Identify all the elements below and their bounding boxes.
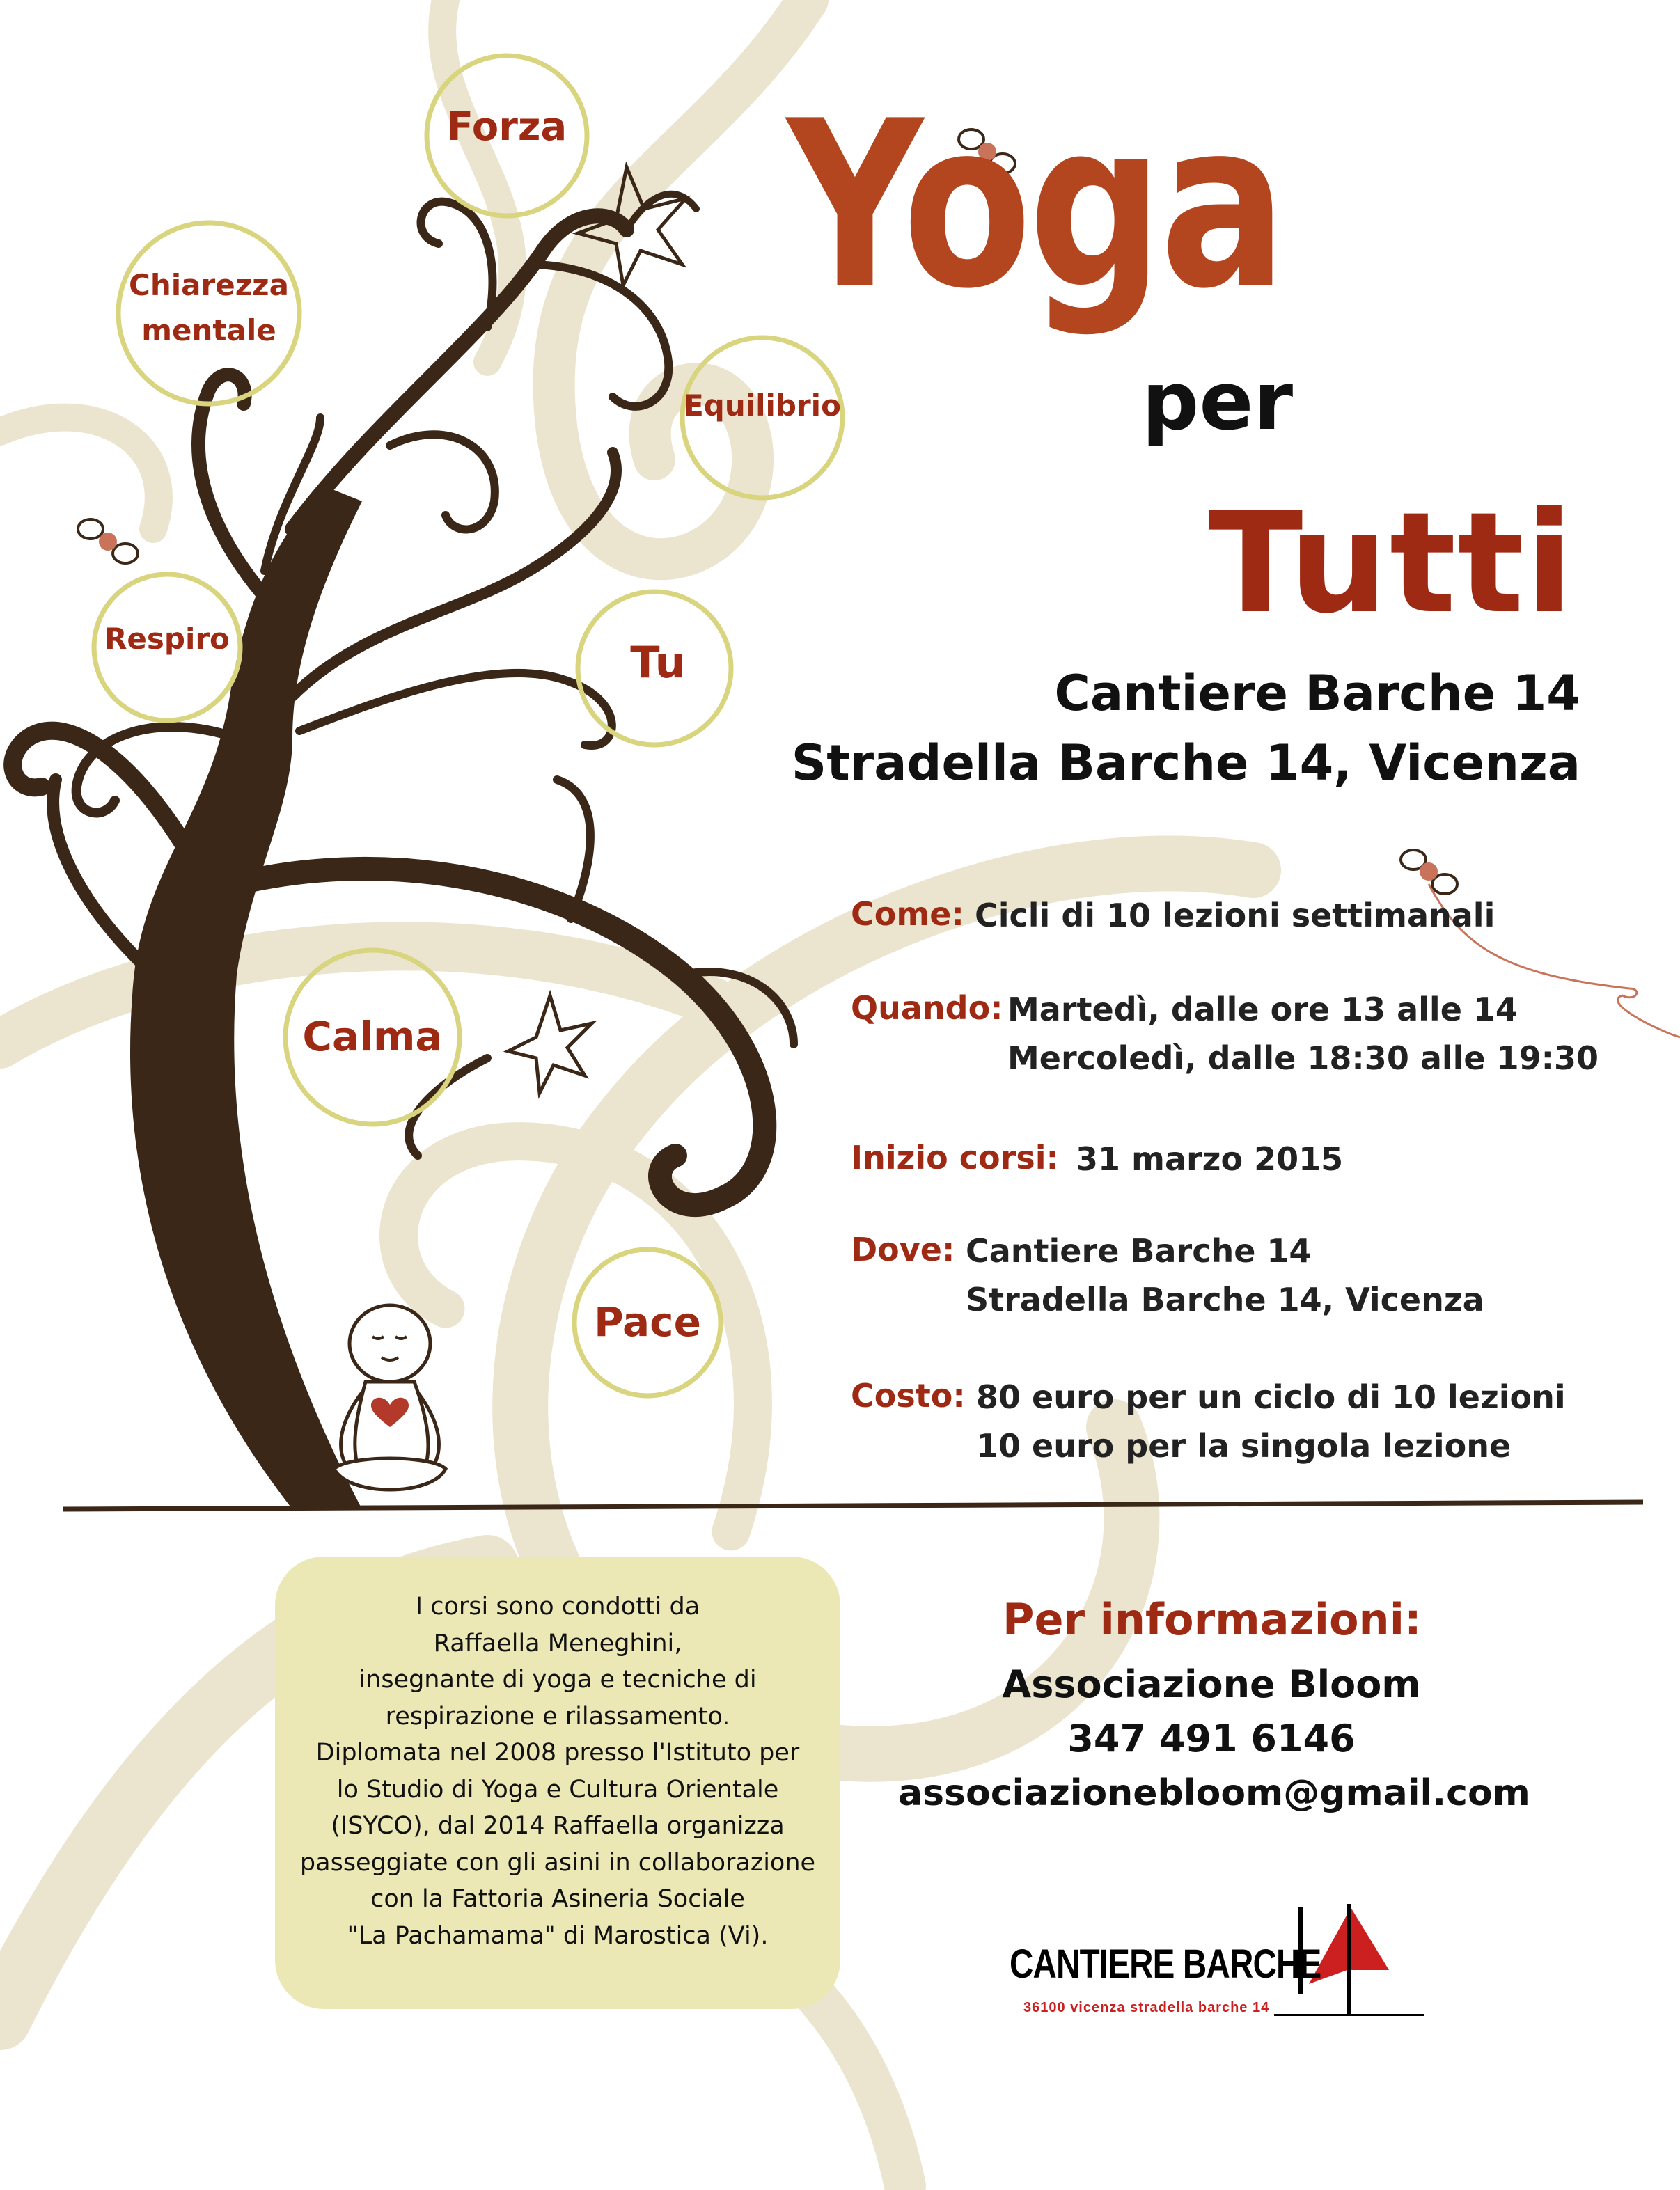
background-swirl — [554, 0, 808, 559]
word-forza: Forza — [446, 104, 567, 150]
tree-branch — [421, 202, 493, 327]
background-swirl — [0, 418, 159, 529]
word-respiro: Respiro — [104, 622, 230, 656]
bio-line: Raffaella Meneghini, — [433, 1629, 682, 1657]
label-come: Come: — [851, 895, 964, 933]
meditating-figure — [334, 1305, 446, 1490]
venue-name: Cantiere Barche 14 — [1054, 665, 1580, 722]
star-doodle — [508, 995, 592, 1093]
bio-line: respirazione e rilassamento. — [385, 1702, 730, 1731]
venue-address: Stradella Barche 14, Vicenza — [791, 734, 1580, 791]
bow-center — [99, 533, 117, 551]
word-chiarezza: Chiarezza — [129, 268, 289, 302]
value-quando-1: Martedì, dalle ore 13 alle 14 — [1007, 991, 1518, 1028]
bio-text — [275, 1589, 840, 1954]
bio-line: lo Studio di Yoga e Cultura Orientale — [336, 1775, 779, 1804]
info-title: Per informazioni: — [1003, 1594, 1422, 1645]
bio-line: insegnante di yoga e tecniche di — [359, 1666, 757, 1694]
bio-line: passeggiate con gli asini in collaborazione — [299, 1848, 816, 1877]
label-dove: Dove: — [851, 1231, 955, 1268]
tree-branch — [53, 780, 139, 961]
value-inizio: 31 marzo 2015 — [1076, 1140, 1344, 1178]
title-yoga: Yoga — [787, 72, 1284, 339]
word-mentale: mentale — [141, 313, 276, 347]
title-tutti: Tutti — [1208, 482, 1575, 645]
value-dove-1: Cantiere Barche 14 — [966, 1232, 1312, 1270]
label-quando: Quando: — [851, 989, 1003, 1027]
value-costo-1: 80 euro per un ciclo di 10 lezioni — [976, 1378, 1566, 1416]
info-phone: 347 491 6146 — [1067, 1717, 1356, 1760]
bow-center — [1420, 862, 1438, 881]
label-inizio: Inizio corsi: — [851, 1139, 1059, 1176]
tree-branch — [13, 731, 195, 863]
bio-line: (ISYCO), dal 2014 Raffaella organizza — [331, 1812, 785, 1840]
title-per: per — [1142, 355, 1294, 448]
value-quando-2: Mercoledì, dalle 18:30 alle 19:30 — [1007, 1039, 1599, 1077]
word-pace: Pace — [594, 1298, 701, 1346]
logo-name: CANTIERE BARCHE — [1010, 1941, 1321, 1987]
tree-branch — [390, 434, 495, 529]
label-costo: Costo: — [851, 1377, 966, 1415]
word-tu: Tu — [630, 637, 686, 688]
info-email[interactable]: associazionebloom@gmail.com — [898, 1772, 1530, 1814]
bow-doodle — [113, 544, 138, 563]
word-calma: Calma — [302, 1013, 443, 1060]
bio-line: "La Pachamama" di Marostica (Vi). — [347, 1921, 769, 1950]
bio-line: con la Fattoria Asineria Sociale — [370, 1885, 745, 1913]
value-costo-2: 10 euro per la singola lezione — [976, 1427, 1512, 1465]
value-come: Cicli di 10 lezioni settimanali — [975, 897, 1495, 934]
logo-address: 36100 vicenza stradella barche 14 — [1023, 2000, 1270, 2015]
bio-line: I corsi sono condotti da — [415, 1593, 700, 1621]
value-dove-2: Stradella Barche 14, Vicenza — [966, 1281, 1484, 1318]
bio-line: Diplomata nel 2008 presso l'Istituto per — [315, 1739, 800, 1767]
word-equilibrio: Equilibrio — [684, 388, 841, 423]
tree-branch — [299, 673, 612, 746]
info-org: Associazione Bloom — [1002, 1662, 1421, 1706]
bow-doodle — [78, 519, 103, 539]
